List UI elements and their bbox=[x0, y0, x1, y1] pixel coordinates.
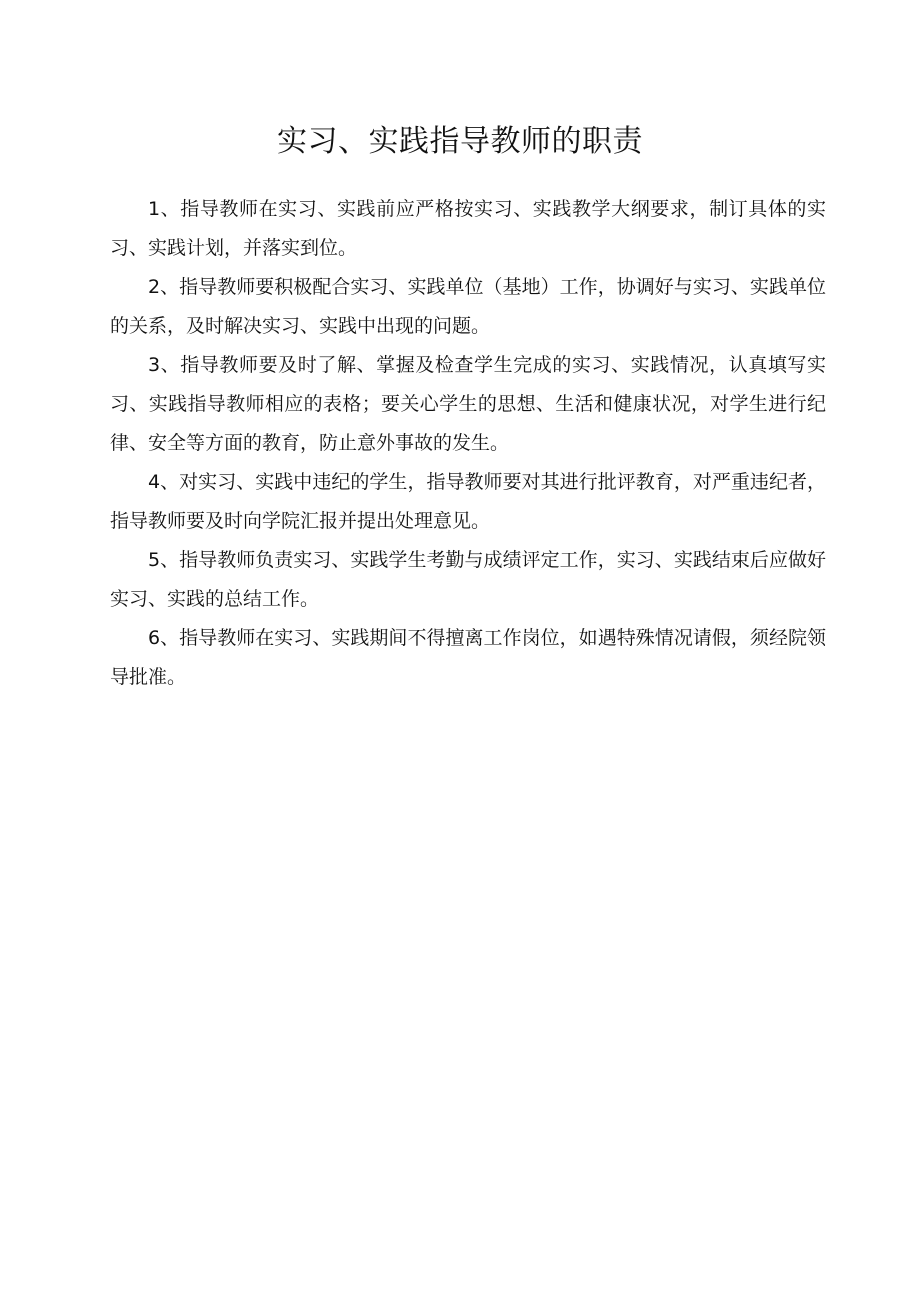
duty-paragraph-2: 2、指导教师要积极配合实习、实践单位（基地）工作，协调好与实习、实践单位的关系，及时解决实习、实践中出现的问题。 bbox=[110, 276, 826, 337]
document-title: 实习、实践指导教师的职责 bbox=[277, 124, 643, 159]
duty-paragraph-1: 1、指导教师在实习、实践前应严格按实习、实践教学大纲要求，制订具体的实习、实践计划，并落实到位。 bbox=[110, 198, 826, 259]
duty-paragraph-4: 4、对实习、实践中违纪的学生，指导教师要对其进行批评教育，对严重违纪者，指导教师要及时向学院汇报并提出处理意见。 bbox=[110, 471, 826, 532]
duty-paragraph-6: 6、指导教师在实习、实践期间不得擅离工作岗位，如遇特殊情况请假，须经院领导批准。 bbox=[110, 627, 826, 688]
duty-paragraph-3: 3、指导教师要及时了解、掌握及检查学生完成的实习、实践情况，认真填写实习、实践指导教师相应的表格；要关心学生的思想、生活和健康状况，对学生进行纪律、安全等方面的教育，防止意外事故的发生。 bbox=[110, 354, 826, 454]
duty-paragraph-5: 5、指导教师负责实习、实践学生考勤与成绩评定工作，实习、实践结束后应做好实习、实践的总结工作。 bbox=[110, 549, 826, 610]
document-body bbox=[110, 190, 826, 697]
